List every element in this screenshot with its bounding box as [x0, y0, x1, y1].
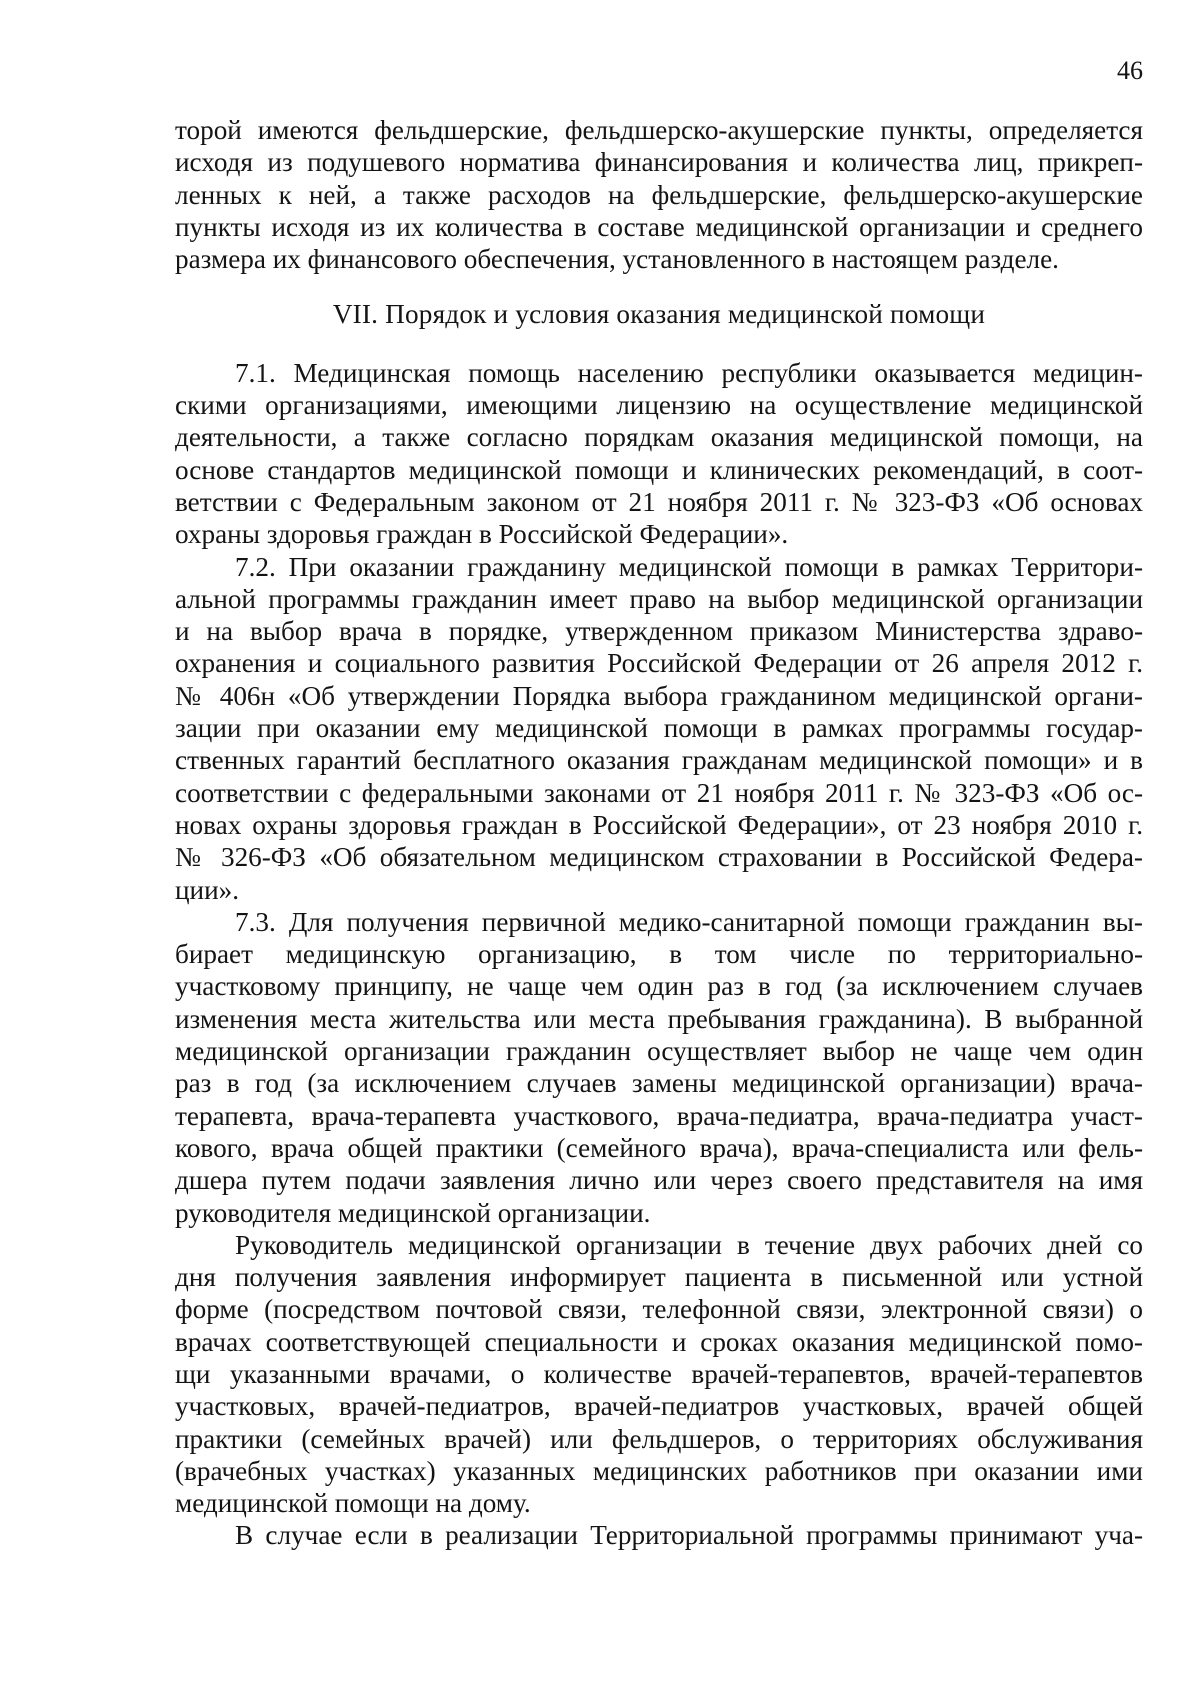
paragraph-7-2 [175, 551, 1143, 906]
text-line: № 326-ФЗ «Об обязательном медицинском страховании в Российской Федера- [175, 842, 1143, 873]
text-line: Руководитель медицинской организации в течение двух рабочих дней со [235, 1229, 1143, 1260]
text-line: терапевта, врача-терапевта участкового, врача-педиатра, врача-педиатра участ- [175, 1100, 1143, 1131]
text-line: основе стандартов медицинской помощи и клинических рекомендаций, в соот- [175, 454, 1143, 485]
text-line: дшера путем подачи заявления лично или через своего представителя на имя [175, 1165, 1143, 1196]
text-line: ственных гарантий бесплатного оказания гражданам медицинской помощи» и в [175, 745, 1143, 776]
text-line: медицинской организации гражданин осуществляет выбор не чаще чем один [175, 1036, 1143, 1067]
text-line: дня получения заявления информирует пациента в письменной или устной [175, 1262, 1143, 1293]
text-line: 7.2. При оказании гражданину медицинской помощи в рамках Территори- [235, 551, 1143, 582]
text-line: и на выбор врача в порядке, утвержденном приказом Министерства здраво- [175, 616, 1143, 647]
text-line: деятельности, а также согласно порядкам оказания медицинской помощи, на [175, 422, 1143, 453]
text-line: 7.1. Медицинская помощь населению республики оказывается медицин- [235, 357, 1143, 388]
text-line: ции». [175, 874, 240, 905]
text-line: соответствии с федеральными законами от 21 ноября 2011 г. № 323-ФЗ «Об ос- [175, 777, 1143, 808]
text-line: щи указанными врачами, о количестве врачей-терапевтов, врачей-терапевтов [175, 1358, 1143, 1389]
text-line: участковому принципу, не чаще чем один раз в год (за исключением случаев [175, 971, 1143, 1002]
text-line: кового, врача общей практики (семейного врача), врача-специалиста или фель- [175, 1132, 1143, 1163]
text-line: охранения и социального развития Российской Федерации от 26 апреля 2012 г. [175, 648, 1143, 679]
text-line: охраны здоровья граждан в Российской Федерации». [175, 519, 789, 550]
page-number: 46 [1117, 56, 1143, 85]
text-line: торой имеются фельдшерские, фельдшерско-акушерские пункты, определяется [175, 115, 1143, 145]
text-line: форме (посредством почтовой связи, телефонной связи, электронной связи) о [175, 1294, 1143, 1325]
text-line: № 406н «Об утверждении Порядка выбора гражданином медицинской органи- [175, 680, 1143, 711]
text-line: ленных к ней, а также расходов на фельдшерские, фельдшерско-акушерские [175, 179, 1143, 210]
section-heading: VII. Порядок и условия оказания медицинской помощи [332, 299, 986, 330]
text-line: 7.3. Для получения первичной медико-санитарной помощи гражданин вы- [235, 906, 1143, 937]
text-line: ветствии с Федеральным законом от 21 ноября 2011 г. № 323-ФЗ «Об основах [175, 486, 1143, 517]
text-line: врачах соответствующей специальности и сроках оказания медицинской помо- [175, 1326, 1143, 1357]
text-line: размера их финансового обеспечения, установленного в настоящем разделе. [175, 244, 1059, 275]
text-line: участковых, врачей-педиатров, врачей-педиатров участковых, врачей общей [175, 1391, 1143, 1422]
paragraph-7-1 [175, 357, 1143, 551]
paragraph-head-of-organization [175, 1229, 1143, 1520]
text-line: практики (семейных врачей) или фельдшеров, о территориях обслуживания [175, 1423, 1143, 1454]
intro-paragraph [175, 114, 1143, 275]
text-line: медицинской помощи на дому. [175, 1488, 531, 1519]
text-line: В случае если в реализации Территориальной программы принимают уча- [235, 1520, 1143, 1551]
text-line: новах охраны здоровья граждан в Российской Федерации», от 23 ноября 2010 г. [175, 809, 1143, 840]
paragraph-territorial-program [175, 1519, 1143, 1551]
text-line: исходя из подушевого норматива финансирования и количества лиц, прикреп- [175, 147, 1143, 178]
paragraph-7-3 [175, 906, 1143, 1229]
text-line: руководителя медицинской организации. [175, 1197, 651, 1228]
text-line: скими организациями, имеющими лицензию на осуществление медицинской [175, 390, 1143, 421]
text-line: раз в год (за исключением случаев замены медицинской организации) врача- [175, 1068, 1143, 1099]
text-line: альной программы гражданин имеет право на выбор медицинской организации [175, 583, 1143, 614]
text-line: пункты исходя из их количества в составе медицинской организации и среднего [175, 211, 1143, 242]
text-line: бирает медицинскую организацию, в том числе по территориально- [175, 939, 1143, 970]
text-line: (врачебных участках) указанных медицинских работников при оказании ими [175, 1455, 1143, 1486]
text-line: зации при оказании ему медицинской помощи в рамках программы государ- [175, 713, 1143, 744]
text-line: изменения места жительства или места пребывания гражданина). В выбранной [175, 1003, 1143, 1034]
document-body [175, 114, 1143, 1552]
